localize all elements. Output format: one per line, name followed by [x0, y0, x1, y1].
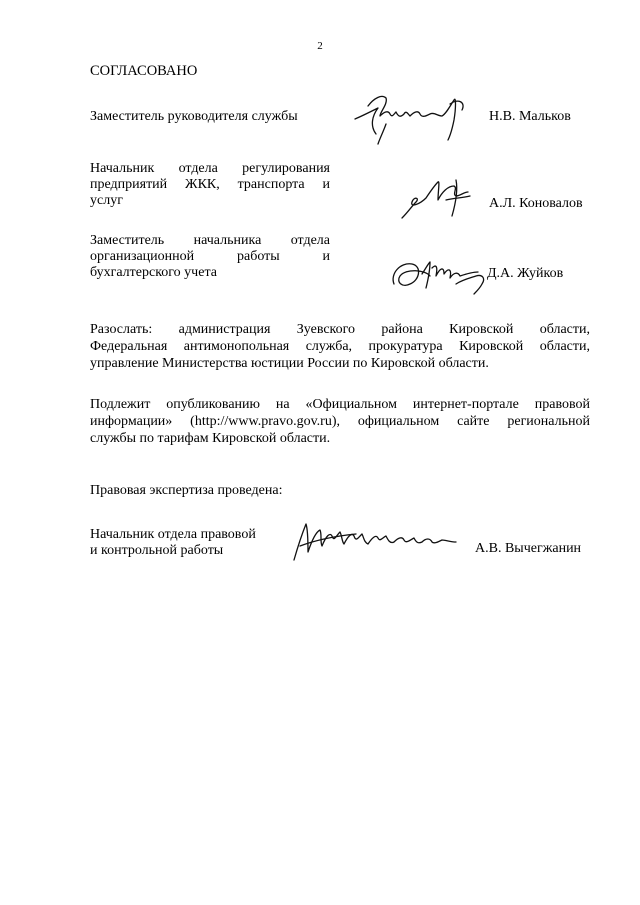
publication-line: службы по тарифам Кировской области. [90, 431, 331, 446]
position-line: бухгалтерского учета [90, 265, 217, 280]
signature-vychegzhanin [286, 516, 466, 564]
position-line: Начальник отдела правовой [90, 527, 256, 542]
signature-konovalov [398, 172, 483, 224]
distribution-block [90, 321, 590, 372]
approval-position-3 [90, 233, 330, 281]
publication-line: информации» (http://www.pravo.gov.ru), официальном сайте региональной [90, 414, 590, 429]
approval-name-3: Д.А. Жуйков [487, 266, 564, 281]
legal-review-statement: Правовая экспертиза проведена: [90, 483, 283, 498]
approval-name-1: Н.В. Мальков [489, 109, 571, 124]
approval-name-2: А.Л. Коновалов [489, 196, 583, 211]
publication-line: Подлежит опубликованию на «Официальном интернет-портале правовой [90, 397, 590, 412]
approval-position-1 [90, 109, 320, 125]
distribution-line: управление Министерства юстиции России по Кировской области. [90, 356, 489, 371]
publication-block [90, 396, 590, 447]
legal-review-name: А.В. Вычегжанин [475, 541, 582, 556]
position-line: Заместитель руководителя службы [90, 109, 298, 124]
position-line: услуг [90, 193, 123, 208]
position-line: организационной работы и [90, 249, 330, 264]
position-line: предприятий ЖКК, транспорта и [90, 177, 330, 192]
signature-malkov [350, 86, 475, 148]
position-line: Начальник отдела регулирования [90, 161, 330, 176]
position-line: и контрольной работы [90, 543, 224, 558]
approval-position-2 [90, 161, 330, 209]
legal-review-position [90, 527, 290, 559]
page-number: 2 [317, 40, 323, 52]
approval-heading: СОГЛАСОВАНО [90, 63, 198, 79]
position-line: Заместитель начальника отдела [90, 233, 330, 248]
signature-zhuykov [386, 254, 496, 296]
distribution-line: Разослать: администрация Зуевского района Кировской области, [90, 322, 590, 337]
distribution-line: Федеральная антимонопольная служба, прокуратура Кировской области, [90, 339, 590, 354]
